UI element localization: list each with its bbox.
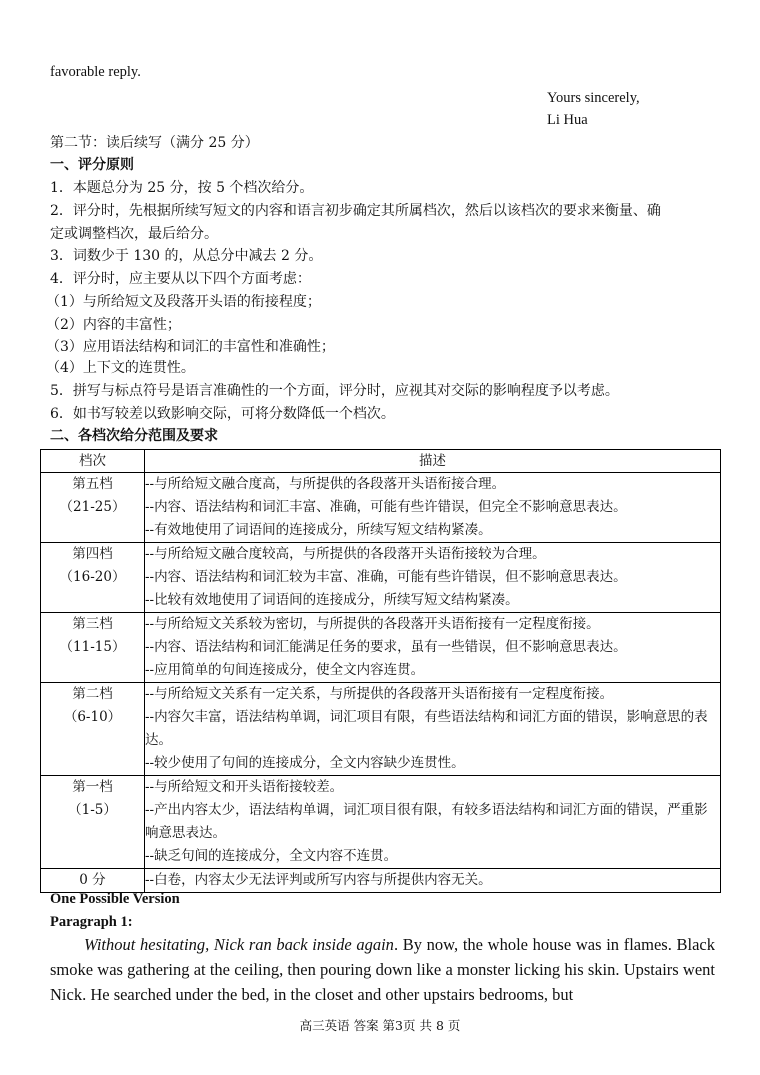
table-row xyxy=(41,613,721,683)
level-name: 第五档 xyxy=(72,476,113,492)
level-name: 第一档 xyxy=(72,779,113,795)
description-line: --与所给短文融合度较高，与所提供的各段落开头语衔接较为合理。 xyxy=(145,546,546,562)
levels-title: 二、各档次给分范围及要求 xyxy=(50,428,218,444)
level-range: （11-15） xyxy=(59,639,126,655)
level-name: 第三档 xyxy=(72,616,113,632)
rule-line: （4）上下文的连贯性。 xyxy=(46,360,195,376)
section-heading: 第二节：读后续写（满分 25 分） xyxy=(50,135,259,151)
grading-table xyxy=(40,449,721,893)
description-line: --较少使用了句间的连接成分，全文内容缺少连贯性。 xyxy=(145,755,465,771)
description-cell xyxy=(145,776,721,869)
letter-closing: Yours sincerely, xyxy=(547,90,640,106)
level-name: 0 分 xyxy=(79,872,106,888)
description-line: --比较有效地使用了词语间的连接成分，所续写短文结构紧凑。 xyxy=(145,592,519,608)
rule-line: 4．评分时，应主要从以下四个方面考虑： xyxy=(50,271,311,287)
page-footer: 高三英语 答案 第3页 共 8 页 xyxy=(299,1018,461,1033)
rule-line: 5．拼写与标点符号是语言准确性的一个方面，评分时，应视其对交际的影响程度予以考虑。 xyxy=(50,383,619,399)
level-cell xyxy=(41,543,145,613)
rule-line: （2）内容的丰富性； xyxy=(46,317,181,333)
letter-continued-text: favorable reply. xyxy=(50,64,141,80)
description-line: --内容、语法结构和词汇能满足任务的要求，虽有一些错误，但不影响意思表达。 xyxy=(145,639,627,655)
rule-line: 3．词数少于 130 的，从总分中减去 2 分。 xyxy=(50,248,323,264)
table-row xyxy=(41,776,721,869)
description-line: --有效地使用了词语间的连接成分，所续写短文结构紧凑。 xyxy=(145,522,492,538)
level-range: （1-5） xyxy=(68,802,117,818)
rule-line: （1）与所给短文及段落开头语的衔接程度； xyxy=(46,294,321,310)
table-row xyxy=(41,473,721,543)
description-cell xyxy=(145,543,721,613)
table-header-row xyxy=(41,450,721,473)
description-line: --内容、语法结构和词汇丰富、准确，可能有些许错误，但完全不影响意思表达。 xyxy=(145,499,627,515)
description-line: --白卷，内容太少无法评判或所写内容与所提供内容无关。 xyxy=(145,872,492,888)
description-line: --与所给短文关系较为密切，与所提供的各段落开头语衔接有一定程度衔接。 xyxy=(145,616,600,632)
rule-line: （3）应用语法结构和词汇的丰富性和准确性； xyxy=(46,339,335,355)
level-cell xyxy=(41,683,145,776)
rule-line: 2．评分时，先根据所续写短文的内容和语言初步确定其所属档次，然后以该档次的要求来衡量、确 xyxy=(50,203,661,219)
description-line: --与所给短文融合度高，与所提供的各段落开头语衔接合理。 xyxy=(145,476,506,492)
sample-paragraph xyxy=(50,932,715,1007)
rule-line: 1．本题总分为 25 分，按 5 个档次给分。 xyxy=(50,180,314,196)
description-line: --内容、语法结构和词汇较为丰富、准确，可能有些许错误，但不影响意思表达。 xyxy=(145,569,627,585)
description-cell xyxy=(145,869,721,893)
column-header-level: 档次 xyxy=(41,450,145,473)
version-title: One Possible Version xyxy=(50,891,180,907)
description-line: --与所给短文关系有一定关系，与所提供的各段落开头语衔接有一定程度衔接。 xyxy=(145,686,614,702)
rule-line: 6．如书写较差以致影响交际，可将分数降低一个档次。 xyxy=(50,406,395,422)
level-range: （21-25） xyxy=(59,499,126,515)
table-row xyxy=(41,543,721,613)
letter-signature: Li Hua xyxy=(547,112,588,128)
description-line: --应用简单的句间连接成分，使全文内容连贯。 xyxy=(145,662,425,678)
description-cell xyxy=(145,473,721,543)
level-name: 第二档 xyxy=(72,686,113,702)
level-range: （16-20） xyxy=(59,569,126,585)
level-cell xyxy=(41,776,145,869)
italic-opening: Without hesitating, Nick ran back inside again xyxy=(84,935,394,954)
description-line: --产出内容太少，语法结构单调，词汇项目很有限，有较多语法结构和词汇方面的错误，严重影响意思表达。 xyxy=(145,802,708,841)
description-cell xyxy=(145,613,721,683)
paragraph-text: . By now, the whole house was in flames. Black smoke was gathering at the ceiling, then pouring down like a monster licking his skin. Upstairs went Nick. He searched under the bed, in the closet and other upstairs bedrooms, but xyxy=(50,935,715,1004)
paragraph-label: Paragraph 1: xyxy=(50,914,133,930)
description-cell xyxy=(145,683,721,776)
level-range: （6-10） xyxy=(63,709,122,725)
column-header-description: 描述 xyxy=(145,450,721,473)
table-row xyxy=(41,683,721,776)
level-cell xyxy=(41,473,145,543)
level-cell xyxy=(41,613,145,683)
principles-title: 一、评分原则 xyxy=(50,157,134,173)
description-line: --缺乏句间的连接成分，全文内容不连贯。 xyxy=(145,848,398,864)
rule-line: 定或调整档次，最后给分。 xyxy=(50,226,218,242)
description-line: --内容欠丰富，语法结构单调，词汇项目有限，有些语法结构和词汇方面的错误，影响意思的表达。 xyxy=(145,709,708,748)
level-name: 第四档 xyxy=(72,546,113,562)
description-line: --与所给短文和开头语衔接较差。 xyxy=(145,779,344,795)
